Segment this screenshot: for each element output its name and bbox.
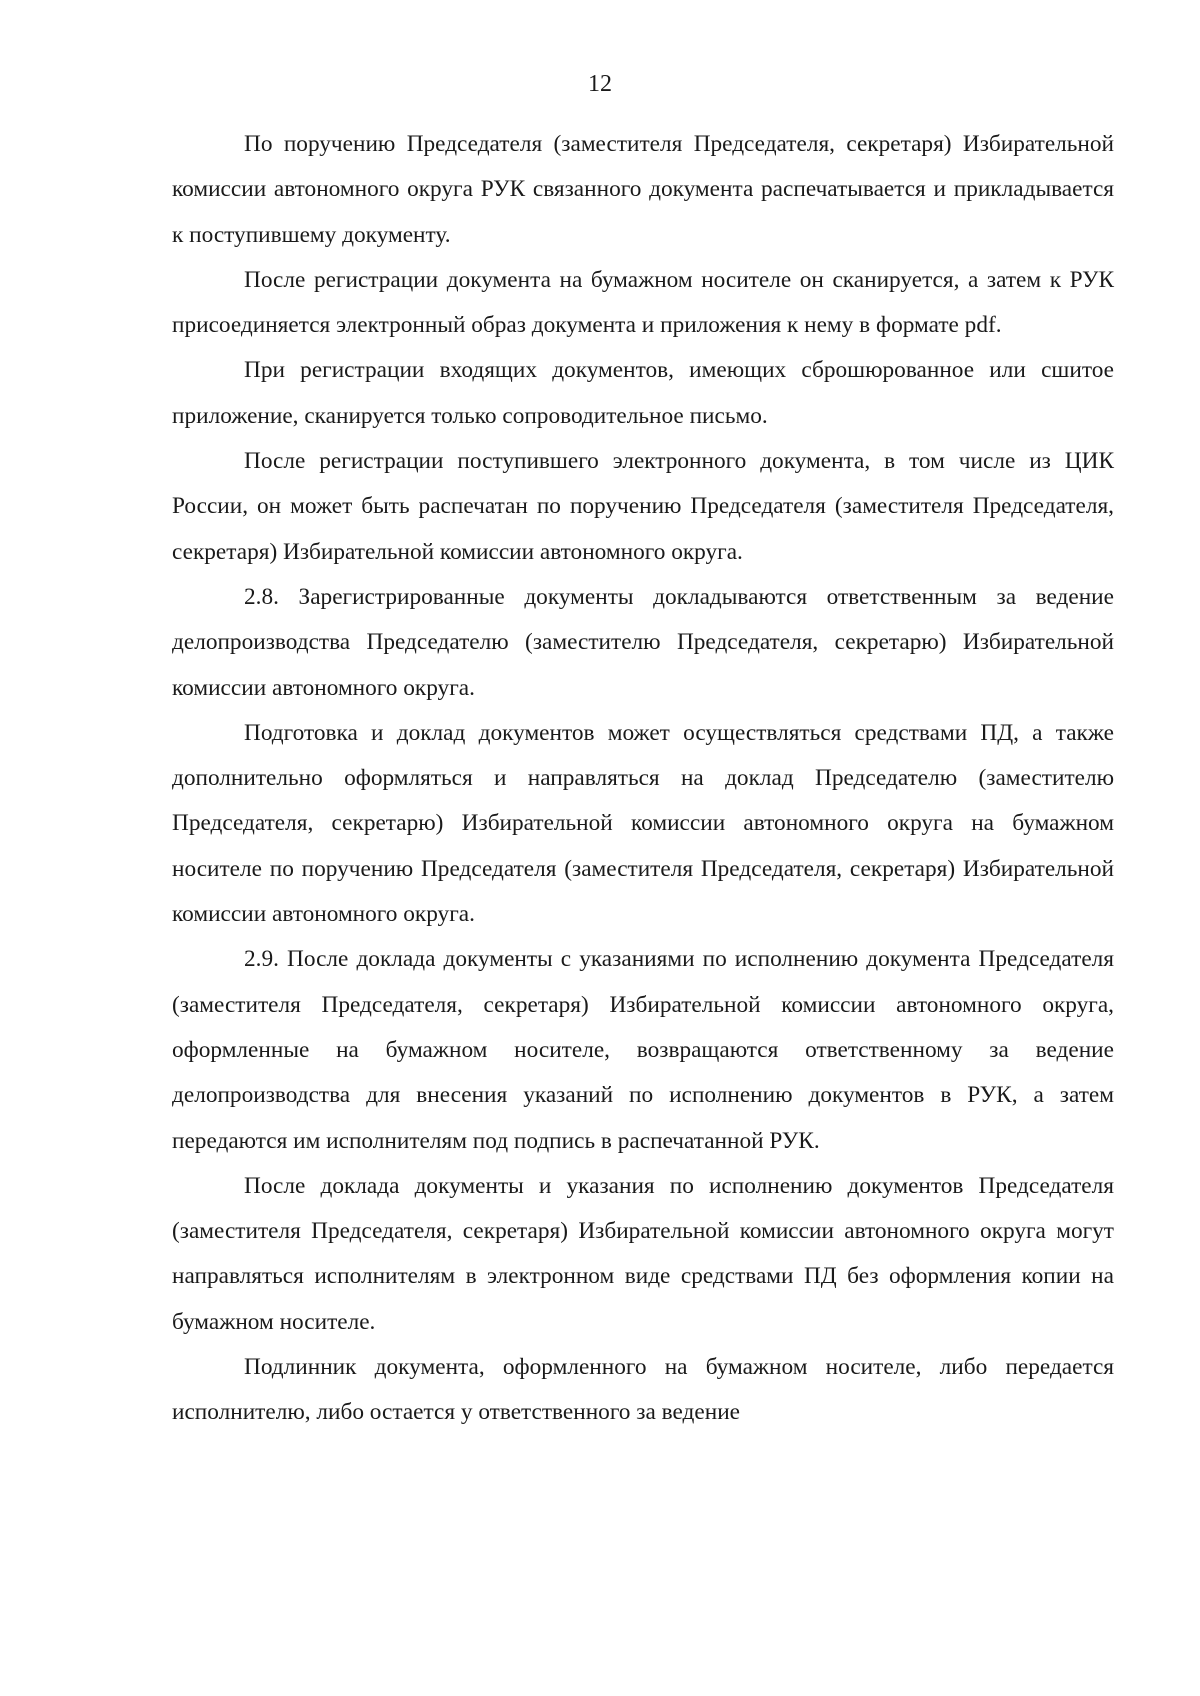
paragraph-original-document-handling: Подлинник документа, оформленного на бумажном носителе, либо передается исполнителю, либо остается у ответственного за ведение: [172, 1354, 1114, 1426]
paragraph-electronic-document-printing: После регистрации поступившего электронного документа, в том числе из ЦИК России, он может быть распечатан по поручению Председателя (заместителя Председателя, секретаря) Избирательной комиссии автономного округа.: [172, 448, 1114, 565]
paragraph-print-linked-document: По поручению Председателя (заместителя Председателя, секретаря) Избирательной комиссии автономного округа РУК связанного документа распечатывается и прикладывается к поступившему документу.: [172, 131, 1114, 248]
page-number: 12: [588, 71, 612, 97]
paragraph-section-2-9: 2.9. После доклада документы с указаниями по исполнению документа Председателя (заместителя Председателя, секретаря) Избирательной комиссии автономного округа, оформленные на бумажном носителе, возвращаются ответственному за ведение делопроизводства для внесения указаний по исполнению документов в РУК, а затем передаются им исполнителям под подпись в распечатанной РУК.: [172, 946, 1114, 1154]
paragraph-section-2-8: 2.8. Зарегистрированные документы докладываются ответственным за ведение делопроизводства Председателю (заместителю Председателя, секретарю) Избирательной комиссии автономного округа.: [172, 583, 1114, 701]
document-body: [172, 122, 1114, 1436]
paragraph-bound-attachments: При регистрации входящих документов, имеющих сброшюрованное или сшитое приложение, сканируется только сопроводительное письмо.: [172, 357, 1114, 429]
paragraph-scanning-after-registration: После регистрации документа на бумажном носителе он сканируется, а затем к РУК присоединяется электронный образ документа и приложения к нему в формате pdf.: [172, 266, 1114, 339]
paragraph-report-preparation: Подготовка и доклад документов может осуществляться средствами ПД, а также дополнительно оформляться и направляться на доклад Председателю (заместителю Председателя, секретарю) Избирательной комиссии автономного округа на бумажном носителе по поручению Председателя (заместителя Председателя, секретаря) Избирательной комиссии автономного округа.: [172, 719, 1114, 928]
paragraph-electronic-distribution: После доклада документы и указания по исполнению документов Председателя (заместителя Председателя, секретаря) Избирательной комиссии автономного округа могут направляться исполнителям в электронном виде средствами ПД без оформления копии на бумажном носителе.: [172, 1172, 1114, 1335]
